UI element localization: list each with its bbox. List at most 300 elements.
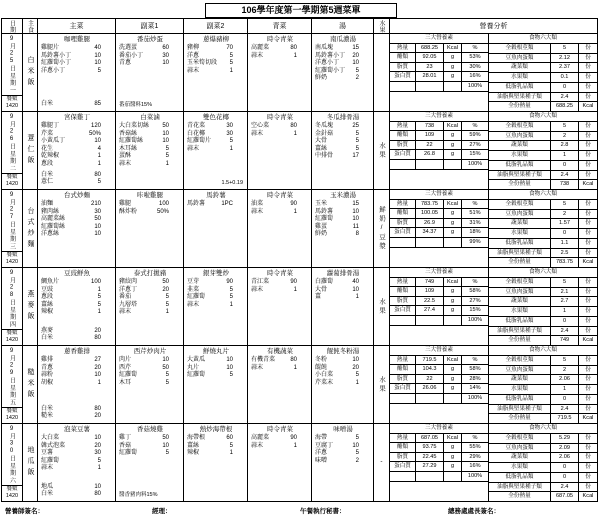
ingredient-line	[315, 458, 371, 466]
ingredient-quantity: 80	[94, 405, 101, 412]
ingredient-quantity: 80	[94, 491, 101, 498]
food-row	[489, 356, 597, 366]
ingredient-name: 蔥段	[41, 294, 54, 301]
food-title: 食物六大類	[529, 191, 557, 198]
macro-label: 蛋白質	[390, 306, 416, 315]
macro-label: 醣類	[390, 287, 416, 296]
food-group-unit: Kcal	[582, 103, 594, 110]
macro-total-blank	[416, 394, 444, 403]
ingredient-quantity: 5	[165, 450, 169, 457]
ingredient-line	[187, 294, 245, 302]
food-groups-table	[488, 268, 597, 345]
ingredient-name: 燕麥	[41, 327, 54, 334]
macro-value: 92.05	[416, 53, 444, 62]
food-header	[489, 346, 597, 356]
meal-count-value: 1420	[5, 181, 19, 187]
food-row	[489, 405, 597, 415]
ingredient-quantity: 10	[162, 357, 169, 363]
macro-label: 熱量	[390, 278, 416, 287]
ingredient-line	[187, 450, 245, 458]
ingredient-quantity: 5	[165, 372, 169, 379]
ingredient-line	[251, 201, 309, 209]
ingredient-name: 胡椒	[41, 379, 54, 386]
ingredient-quantity: 30	[226, 123, 233, 129]
ingredient-quantity: 5	[97, 294, 101, 301]
day-rows	[2, 34, 598, 502]
macro-unit: g	[444, 219, 462, 228]
fruit-name: 鮮奶/豆漿	[378, 205, 385, 252]
macro-header	[390, 34, 488, 44]
food-row	[489, 473, 597, 483]
macro-value: 783.75	[416, 200, 444, 209]
side-dish-2-cell	[184, 424, 248, 502]
food-group-unit: 份	[585, 220, 591, 227]
ingredient-line	[119, 161, 181, 169]
macro-total-row	[390, 394, 488, 404]
macro-total-blank	[416, 82, 444, 91]
ingredient-name: 有機青菜	[251, 357, 276, 363]
macro-value: 26.8	[416, 150, 444, 159]
macro-unit: g	[444, 287, 462, 296]
food-group-value: 719.5	[551, 414, 579, 423]
meal-count-label: 餐數	[2, 251, 22, 259]
macro-label: 脂質	[390, 297, 416, 306]
food-group-label: 蔬菜類	[489, 375, 551, 384]
food-row	[489, 444, 597, 454]
ingredient-quantity: 100	[158, 201, 169, 207]
food-row	[489, 375, 597, 385]
macro-value: 22.45	[416, 453, 444, 462]
ingredient-name: 大白菜	[41, 435, 60, 441]
food-group-unit: 份	[585, 210, 591, 217]
food-group-label: 油脂與堅果種子類	[489, 483, 551, 492]
food-group-value: 2.5	[551, 249, 579, 258]
header-date	[2, 19, 23, 34]
ingredient-name: 紅蘿蔔小丁	[315, 67, 346, 74]
fruit-name: 水果	[378, 375, 385, 394]
food-group-unit: Kcal	[582, 337, 594, 344]
food-group-value: 688.25	[551, 102, 579, 111]
side-dish-1-name: 白菜滷	[140, 114, 160, 121]
side-dish-2-name: 雙色花椰	[203, 114, 229, 121]
header-staple	[23, 19, 38, 34]
food-group-unit: Kcal	[582, 415, 594, 422]
ingredient-quantity: 60	[162, 45, 169, 51]
food-group-value: 5	[551, 278, 579, 287]
ingredient-name: 鯛魚片	[41, 279, 60, 285]
ingredient-quantity: 20	[352, 364, 359, 371]
nutrition-cell	[390, 190, 598, 268]
dish-bottom	[187, 180, 245, 187]
ingredient-name: 金針菇	[315, 130, 334, 137]
ingredient-line	[315, 216, 371, 224]
ingredient-quantity: 10	[352, 216, 359, 223]
food-group-value: 1	[551, 385, 579, 394]
food-groups-table	[488, 424, 597, 501]
ingredient-quantity: 10	[352, 208, 359, 215]
ingredient-name: 大骨	[315, 138, 328, 145]
macro-total-blank	[390, 472, 416, 481]
macro-percent: 51%	[469, 210, 481, 217]
ingredient-name: 薑絲	[187, 442, 200, 449]
food-group-label: 水果類	[489, 151, 551, 160]
food-group-unit: Kcal	[582, 181, 594, 188]
food-group-label: 豆魚肉蛋類	[489, 54, 551, 63]
food-header	[489, 190, 597, 200]
ingredient-name: 雞蛋	[315, 223, 328, 230]
ingredient-line	[315, 231, 371, 239]
ingredient-line	[251, 357, 309, 365]
ingredient-name: 洋蔥	[315, 450, 328, 457]
ingredient-line	[315, 372, 371, 380]
staple-cell	[23, 190, 38, 268]
food-group-unit: 份	[585, 356, 591, 363]
ingredient-quantity: 40	[94, 45, 101, 51]
food-group-unit: 份	[585, 317, 591, 324]
staple-name: 地瓜飯	[27, 446, 34, 479]
macro-row	[390, 150, 488, 160]
macro-value: 109	[416, 131, 444, 140]
food-group-label: 水果類	[489, 307, 551, 316]
ingredient-name: 韓式泡菜	[41, 442, 66, 449]
side-dish-2-name: 馬鈴薯	[206, 192, 226, 199]
food-group-value: 1	[551, 307, 579, 316]
ingredient-quantity: 25	[352, 123, 359, 129]
ingredient-name: 味噌	[315, 457, 328, 464]
macro-percent: 28%	[469, 375, 481, 382]
macro-unit: g	[444, 306, 462, 315]
meal-count	[2, 407, 22, 422]
macro-label: 脂質	[390, 375, 416, 384]
ingredient-quantity: 15	[352, 45, 359, 51]
food-group-value: 0.1	[551, 73, 579, 82]
ingredient-quantity: 30	[94, 450, 101, 457]
food-group-label: 低脂乳品類	[489, 395, 551, 404]
food-group-value: 5	[551, 200, 579, 209]
date-text: 9月29日星期五	[8, 348, 15, 407]
ingredient-line	[315, 123, 371, 131]
food-group-value: 2.4	[551, 93, 579, 102]
food-row	[489, 336, 597, 345]
side-dish-1-name: 咔啦雞腿	[137, 192, 163, 199]
ingredient-line	[119, 357, 181, 365]
food-group-unit: 份	[585, 132, 591, 139]
fruit-cell	[374, 268, 390, 346]
ingredient-name: 蒜末	[251, 52, 264, 59]
macro-total-percent: 99%	[469, 238, 481, 245]
side-dish-2-cell	[184, 268, 248, 346]
macro-row	[390, 44, 488, 54]
food-row	[489, 278, 597, 288]
food-group-value: 2.4	[551, 327, 579, 336]
ingredient-quantity: 5	[97, 457, 101, 464]
ingredient-name: 韭菜	[187, 286, 200, 293]
ingredient-name: 鮮奶	[315, 75, 328, 82]
dish-bottom	[41, 101, 113, 109]
lunch-secretary-signature-label: 午餐執行秘書：	[300, 508, 346, 515]
ingredient-quantity: 10	[94, 435, 101, 441]
food-row	[489, 219, 597, 229]
macro-label: 熱量	[390, 434, 416, 443]
ingredient-line	[251, 45, 309, 53]
vegetable-name: 時令青菜	[267, 36, 293, 43]
ingredient-quantity: 5	[355, 435, 359, 441]
food-group-label: 油脂與堅果種子類	[489, 327, 551, 336]
macro-row	[390, 122, 488, 132]
ingredient-line	[187, 302, 245, 310]
ingredient-name: 蛋酥	[119, 153, 132, 160]
date-text: 9月30日星期六	[8, 426, 15, 485]
food-row	[489, 297, 597, 307]
ingredient-quantity: 20	[352, 52, 359, 59]
food-group-value: 0	[551, 317, 579, 326]
ingredient-quantity: 120	[90, 123, 101, 129]
ingredient-quantity: 10	[352, 357, 359, 363]
macro-row	[390, 287, 488, 297]
macro-label: 熱量	[390, 44, 416, 53]
meal-count-value: 1420	[5, 103, 19, 109]
ingredient-quantity: 20	[94, 364, 101, 371]
macro-label: 脂質	[390, 219, 416, 228]
ingredient-name: 西芹	[119, 364, 132, 371]
food-row	[489, 54, 597, 64]
ingredient-name: 馬鈴薯小丁	[41, 52, 72, 59]
macro-row	[390, 462, 488, 472]
ingredient-quantity: 5	[165, 301, 169, 308]
ingredient-name: 豆豉	[41, 286, 54, 293]
ingredient-line	[119, 123, 181, 131]
ingredient-quantity: 10	[94, 483, 101, 490]
ingredient-quantity: 1	[165, 309, 169, 316]
side-dish-1-cell	[116, 346, 184, 424]
food-group-label: 豆魚肉蛋類	[489, 288, 551, 297]
ingredient-quantity: 10	[162, 138, 169, 145]
ingredient-name: 紅蘿蔔絲	[119, 138, 144, 145]
ingredient-line	[41, 216, 113, 224]
main-dish-name: 蔥香雞排	[64, 348, 90, 355]
soup-cell	[312, 34, 374, 112]
macro-unit: Kcal	[444, 200, 462, 209]
macro-percent: %	[472, 44, 478, 51]
ingredient-quantity: 1	[355, 379, 359, 386]
ingredient-name: 洋蔥丁	[119, 286, 138, 293]
food-group-label: 豆魚肉蛋類	[489, 444, 551, 453]
macro-value: 687.05	[416, 434, 444, 443]
macro-label: 醣類	[390, 131, 416, 140]
ingredient-name: 雞腿片	[41, 45, 60, 51]
soup-name: 味噌湯	[333, 426, 353, 433]
main-dish-name: 豆豉鮮魚	[64, 270, 90, 277]
macro-nutrient-table	[390, 112, 488, 189]
ingredient-quantity: 10	[162, 60, 169, 67]
ingredient-quantity: 80	[290, 357, 297, 363]
food-row	[489, 161, 597, 171]
macro-label: 熱量	[390, 122, 416, 131]
ingredient-quantity: 10	[94, 60, 101, 67]
ingredient-name: 油菜	[251, 201, 264, 207]
side-dish-1-cell	[116, 190, 184, 268]
macro-total-blank	[444, 472, 462, 481]
macro-label: 熱量	[390, 356, 416, 365]
ingredient-quantity: 1	[293, 130, 297, 137]
ingredient-quantity: 27	[94, 357, 101, 363]
ingredient-name: 紅蘿蔔絲	[41, 223, 66, 230]
ingredient-name: 肉片	[119, 357, 132, 363]
ingredient-quantity: 40	[352, 279, 359, 285]
meal-count	[2, 485, 22, 500]
dish-bottom	[41, 328, 113, 343]
ingredient-line	[119, 294, 181, 302]
meal-count	[2, 251, 22, 266]
ingredient-quantity: 5	[229, 294, 233, 301]
ingredient-quantity: 90	[226, 279, 233, 285]
food-row	[489, 453, 597, 463]
ingredient-line	[41, 465, 113, 473]
staple-cell	[23, 346, 38, 424]
ingredient-name: 白米	[41, 491, 54, 498]
food-group-label: 低脂乳品類	[489, 473, 551, 482]
nutrition-cell	[390, 112, 598, 190]
ingredient-name: 青花菜	[187, 123, 206, 129]
macro-title: 三大營養素	[425, 113, 453, 119]
macro-total-row	[390, 160, 488, 170]
food-group-label: 全穀根莖類	[489, 278, 551, 287]
food-group-label: 低脂乳品類	[489, 83, 551, 92]
ingredient-name: 白米	[41, 405, 54, 412]
food-group-unit: 份	[585, 278, 591, 285]
macro-row	[390, 434, 488, 444]
macro-label: 脂質	[390, 63, 416, 72]
macro-total-row	[390, 316, 488, 326]
ingredient-line	[41, 450, 113, 458]
ingredient-line	[41, 380, 113, 388]
food-group-unit: 份	[585, 64, 591, 71]
ingredient-line	[251, 435, 309, 443]
ingredient-line	[315, 60, 371, 68]
header-soup: 湯	[312, 19, 374, 34]
ingredient-line	[119, 380, 181, 388]
food-group-unit: 份	[585, 366, 591, 373]
macro-percent: 58%	[469, 288, 481, 295]
ingredient-line	[315, 75, 371, 83]
ingredient-quantity: 11	[352, 223, 359, 230]
food-group-value: 749	[551, 336, 579, 345]
food-row	[489, 463, 597, 473]
ingredient-name: 九層塔	[119, 301, 138, 308]
side-dish-1-name: 西芹炒肉片	[133, 348, 167, 355]
ingredient-line	[41, 68, 113, 76]
header-side1: 副菜1	[116, 19, 184, 34]
macro-label: 蛋白質	[390, 228, 416, 237]
ingredient-line	[187, 357, 245, 365]
macro-total-blank	[390, 316, 416, 325]
macro-value: 26.06	[416, 384, 444, 393]
macro-row	[390, 72, 488, 82]
macro-unit: g	[444, 228, 462, 237]
ingredient-line	[251, 287, 309, 295]
ingredient-quantity: 50	[162, 123, 169, 129]
macro-unit: g	[444, 365, 462, 374]
food-header	[489, 34, 597, 44]
ingredient-line	[187, 60, 245, 68]
food-row	[489, 180, 597, 189]
food-groups-table	[488, 190, 597, 267]
macro-value: 22	[416, 375, 444, 384]
ingredient-name: 紅蘿蔔小丁	[41, 60, 72, 67]
food-group-label: 蔬菜類	[489, 297, 551, 306]
food-group-value: 2.09	[551, 444, 579, 453]
ingredient-line	[251, 131, 309, 139]
ingredient-quantity: 1	[229, 145, 233, 152]
macro-unit: g	[444, 53, 462, 62]
fruit-cell	[374, 424, 390, 502]
ingredient-quantity: 5	[229, 52, 233, 59]
fruit-cell	[374, 190, 390, 268]
food-group-value: 0	[551, 395, 579, 404]
side-dish-2-name: 鮮燒丸片	[203, 348, 229, 355]
dish-bottom	[119, 492, 181, 499]
food-title: 食物六大類	[529, 113, 557, 120]
ingredient-quantity: 2	[355, 457, 359, 464]
vegetable-name: 時令青菜	[267, 270, 293, 277]
food-group-value: 2	[551, 132, 579, 141]
food-group-label: 豆魚肉蛋類	[489, 132, 551, 141]
macro-percent: 18%	[469, 229, 481, 236]
food-group-label: 全份熱量	[489, 180, 551, 189]
macro-unit: g	[444, 443, 462, 452]
ingredient-name: 香菇	[119, 442, 132, 449]
macro-total-blank	[444, 238, 462, 247]
macro-unit: g	[444, 209, 462, 218]
ingredient-line	[41, 372, 113, 380]
ingredient-line	[119, 435, 181, 443]
food-group-value: 2.8	[551, 141, 579, 150]
macro-title: 三大營養素	[425, 35, 453, 41]
ingredient-quantity: 1	[97, 160, 101, 167]
macro-total-blank	[444, 394, 462, 403]
ingredient-quantity: 10	[94, 231, 101, 238]
macro-row	[390, 53, 488, 63]
food-row	[489, 63, 597, 73]
macro-total-blank	[416, 238, 444, 247]
macro-total-percent: 100%	[467, 82, 483, 89]
food-group-label: 蔬菜類	[489, 453, 551, 462]
ingredient-quantity: 10	[352, 286, 359, 293]
food-row	[489, 132, 597, 142]
food-group-label: 全份熱量	[489, 492, 551, 501]
macro-percent: %	[472, 200, 478, 207]
ingredient-quantity: 5	[165, 294, 169, 301]
food-row	[489, 249, 597, 259]
header-side2: 副菜2	[184, 19, 248, 34]
ingredient-quantity: 1	[165, 160, 169, 167]
food-group-unit: 份	[585, 93, 591, 100]
ingredient-name: 白蘿蔔	[315, 279, 334, 285]
food-group-label: 全穀根莖類	[489, 434, 551, 443]
food-group-value: 1.1	[551, 239, 579, 248]
food-groups-table	[488, 112, 597, 189]
food-group-value: 2.4	[551, 483, 579, 492]
ingredient-name: 高麗菜	[251, 435, 270, 441]
macro-title: 三大營養素	[425, 347, 453, 353]
side-dish-1-cell	[116, 112, 184, 190]
macro-row	[390, 209, 488, 219]
staple-name: 台式炒麵	[27, 206, 34, 251]
ingredient-name: 蔥段	[41, 160, 54, 167]
macro-value: 719.5	[416, 356, 444, 365]
ingredient-quantity: 5	[97, 301, 101, 308]
ingredient-line	[41, 161, 113, 169]
